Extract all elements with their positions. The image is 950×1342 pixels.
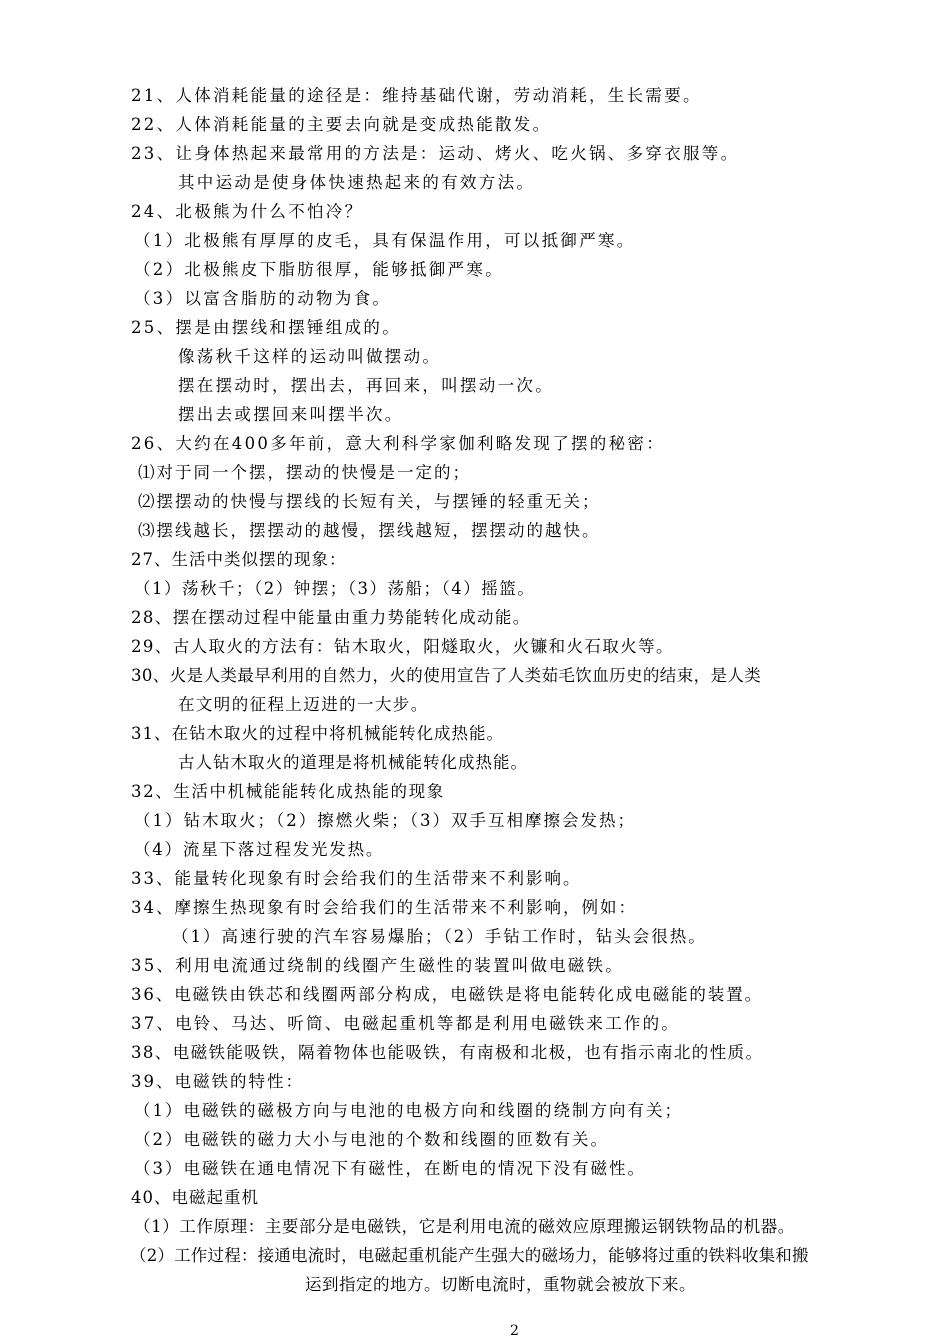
text-line-30-cont: 在文明的征程上迈进的一大步。	[178, 695, 429, 714]
text-line-29: 29、古人取火的方法有：钻木取火，阳燧取火，火镰和火石取火等。	[131, 637, 674, 656]
text-line-26: 26、大约在400多年前，意大利科学家伽利略发现了摆的秘密：	[131, 434, 665, 453]
text-line-24-3: （3）以富含脂肪的动物为食。	[134, 289, 392, 308]
text-line-21: 21、人体消耗能量的途径是：维持基础代谢，劳动消耗，生长需要。	[131, 86, 702, 105]
text-line-22: 22、人体消耗能量的主要去向就是变成热能散发。	[131, 115, 552, 134]
text-line-31-cont: 古人钻木取火的道理是将机械能转化成热能。	[178, 753, 528, 772]
text-line-32-1: （1）钻木取火；（2）擦燃火柴；（3）双手互相摩擦会发热；	[134, 811, 636, 830]
text-line-31: 31、在钻木取火的过程中将机械能转化成热能。	[131, 724, 504, 743]
text-line-28: 28、摆在摆动过程中能量由重力势能转化成动能。	[131, 608, 531, 627]
text-line-25-b: 摆在摆动时，摆出去，再回来，叫摆动一次。	[178, 376, 554, 395]
text-line-40-2-cont: 运到指定的地方。切断电流时，重物就会被放下来。	[305, 1275, 696, 1294]
text-line-38: 38、电磁铁能吸铁，隔着物体也能吸铁，有南极和北极，也有指示南北的性质。	[131, 1043, 764, 1062]
text-line-25-c: 摆出去或摆回来叫摆半次。	[178, 405, 404, 424]
text-line-35: 35、利用电流通过绕制的线圈产生磁性的装置叫做电磁铁。	[131, 956, 624, 975]
text-line-39: 39、电磁铁的特性：	[131, 1072, 304, 1091]
text-line-23-cont: 其中运动是使身体快速热起来的有效方法。	[178, 173, 536, 192]
text-line-39-1: （1）电磁铁的磁极方向与电池的电极方向和线圈的绕制方向有关；	[134, 1101, 683, 1120]
text-line-23: 23、让身体热起来最常用的方法是：运动、烤火、吃火锅、多穿衣服等。	[131, 144, 740, 163]
text-line-26-3: ⑶摆线越长，摆摆动的越慢，摆线越短，摆摆动的越快。	[138, 521, 601, 540]
text-line-24: 24、北极熊为什么不怕冷？	[131, 202, 364, 221]
text-line-30: 30、火是人类最早利用的自然力，火的使用宣告了人类茹毛饮血历史的结束，是人类	[131, 666, 762, 685]
text-line-27: 27、生活中类似摆的现象：	[131, 550, 347, 569]
text-line-32: 32、生活中机械能能转化成热能的现象	[131, 782, 445, 801]
text-line-33: 33、能量转化现象有时会给我们的生活带来不利影响。	[131, 869, 582, 888]
text-line-40-1: （1）工作原理：主要部分是电磁铁，它是利用电流的磁效应原理搬运钢铁物品的机器。	[134, 1217, 795, 1236]
text-line-34-1: （1）高速行驶的汽车容易爆胎；（2）手钻工作时，钻头会很热。	[172, 927, 707, 946]
text-line-36: 36、电磁铁由铁芯和线圈两部分构成，电磁铁是将电能转化成电磁能的装置。	[131, 985, 763, 1004]
text-line-24-2: （2）北极熊皮下脂肪很厚，能够抵御严寒。	[134, 260, 504, 279]
text-line-37: 37、电铃、马达、听筒、电磁起重机等都是利用电磁铁来工作的。	[131, 1014, 680, 1033]
text-line-26-2: ⑵摆摆动的快慢与摆线的长短有关，与摆锤的轻重无关；	[138, 492, 601, 511]
text-line-34: 34、摩擦生热现象有时会给我们的生活带来不利影响，例如：	[131, 898, 637, 917]
text-line-39-2: （2）电磁铁的磁力大小与电池的个数和线圈的匝数有关。	[134, 1130, 609, 1149]
page-number: 2	[510, 1323, 519, 1339]
text-line-24-1: （1）北极熊有厚厚的皮毛，具有保温作用，可以抵御严寒。	[134, 231, 636, 250]
text-line-26-1: ⑴对于同一个摆，摆动的快慢是一定的；	[138, 463, 471, 482]
text-line-25: 25、摆是由摆线和摆锤组成的。	[131, 318, 401, 337]
text-line-40: 40、电磁起重机	[131, 1188, 259, 1207]
text-line-32-2: （4）流星下落过程发光发热。	[134, 840, 385, 859]
text-line-27-1: （1）荡秋千；（2）钟摆；（3）荡船；（4）摇篮。	[134, 579, 536, 598]
text-line-39-3: （3）电磁铁在通电情况下有磁性，在断电的情况下没有磁性。	[134, 1159, 646, 1178]
text-line-25-a: 像荡秋千这样的运动叫做摆动。	[178, 347, 442, 366]
text-line-40-2: （2）工作过程：接通电流时，电磁起重机能产生强大的磁场力，能够将过重的铁料收集和搬	[130, 1246, 809, 1265]
